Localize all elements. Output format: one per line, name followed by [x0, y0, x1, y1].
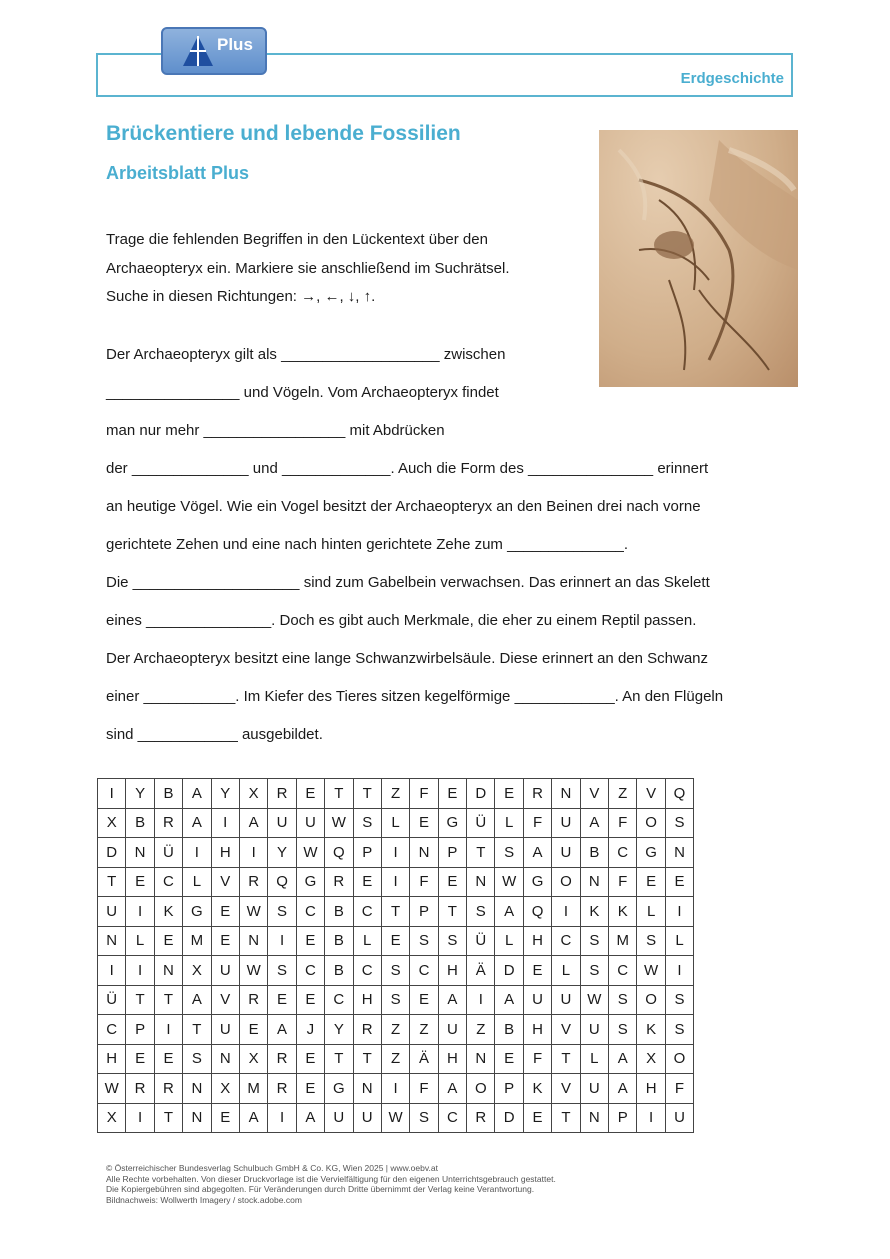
puzzle-cell[interactable]: E [211, 1103, 239, 1133]
puzzle-cell[interactable]: S [438, 926, 466, 956]
puzzle-cell[interactable]: R [154, 808, 182, 838]
puzzle-cell[interactable]: B [154, 779, 182, 809]
puzzle-cell[interactable]: O [467, 1074, 495, 1104]
puzzle-cell[interactable]: U [580, 1015, 608, 1045]
puzzle-cell[interactable]: A [183, 779, 211, 809]
puzzle-cell[interactable]: S [665, 808, 693, 838]
footer-line: Bildnachweis: Wollwerth Imagery / stock.adobe.com [106, 1194, 302, 1205]
puzzle-cell[interactable]: M [609, 926, 637, 956]
puzzle-cell[interactable]: E [296, 1074, 324, 1104]
puzzle-cell[interactable]: L [381, 808, 409, 838]
puzzle-cell[interactable]: E [296, 1044, 324, 1074]
puzzle-cell[interactable]: X [239, 1044, 267, 1074]
puzzle-cell[interactable]: X [239, 779, 267, 809]
puzzle-row [98, 867, 694, 897]
puzzle-cell[interactable]: A [495, 985, 523, 1015]
puzzle-cell[interactable]: S [353, 808, 381, 838]
puzzle-cell[interactable]: S [268, 956, 296, 986]
puzzle-cell[interactable]: L [580, 1044, 608, 1074]
puzzle-cell[interactable]: E [154, 1044, 182, 1074]
puzzle-cell[interactable]: N [410, 838, 438, 868]
puzzle-cell[interactable]: Ü [467, 926, 495, 956]
puzzle-cell[interactable]: U [552, 808, 580, 838]
puzzle-cell[interactable]: F [410, 779, 438, 809]
puzzle-cell[interactable]: U [523, 985, 551, 1015]
puzzle-cell[interactable]: E [211, 897, 239, 927]
puzzle-cell[interactable]: R [467, 1103, 495, 1133]
puzzle-cell[interactable]: U [552, 838, 580, 868]
puzzle-cell[interactable]: Ü [467, 808, 495, 838]
puzzle-cell[interactable]: E [410, 985, 438, 1015]
puzzle-cell[interactable]: E [438, 779, 466, 809]
puzzle-cell[interactable]: N [183, 1103, 211, 1133]
puzzle-cell[interactable]: T [438, 897, 466, 927]
puzzle-cell[interactable]: X [98, 1103, 126, 1133]
puzzle-cell[interactable]: S [183, 1044, 211, 1074]
puzzle-cell[interactable]: X [637, 1044, 665, 1074]
puzzle-cell[interactable]: S [495, 838, 523, 868]
puzzle-cell[interactable]: U [665, 1103, 693, 1133]
puzzle-cell[interactable]: I [665, 956, 693, 986]
puzzle-cell[interactable]: Q [523, 897, 551, 927]
puzzle-cell[interactable]: F [609, 867, 637, 897]
puzzle-cell[interactable]: N [353, 1074, 381, 1104]
puzzle-cell[interactable]: S [381, 985, 409, 1015]
puzzle-row [98, 926, 694, 956]
puzzle-cell[interactable]: T [467, 838, 495, 868]
puzzle-cell[interactable]: A [609, 1044, 637, 1074]
puzzle-cell[interactable]: E [126, 867, 154, 897]
puzzle-cell[interactable]: C [98, 1015, 126, 1045]
puzzle-cell[interactable]: L [183, 867, 211, 897]
puzzle-cell[interactable]: K [523, 1074, 551, 1104]
cloze-line: Die ____________________ sind zum Gabelbein verwachsen. Das erinnert an das Skelett [106, 574, 710, 591]
puzzle-cell[interactable]: A [183, 985, 211, 1015]
logo-label: Plus [217, 35, 253, 54]
puzzle-cell[interactable]: H [438, 956, 466, 986]
puzzle-cell[interactable]: U [325, 1103, 353, 1133]
puzzle-row [98, 897, 694, 927]
puzzle-cell[interactable]: Z [381, 1015, 409, 1045]
cloze-text [106, 336, 723, 754]
puzzle-cell[interactable]: T [353, 1044, 381, 1074]
puzzle-cell[interactable]: S [467, 897, 495, 927]
puzzle-cell[interactable]: W [637, 956, 665, 986]
puzzle-cell[interactable]: H [353, 985, 381, 1015]
puzzle-cell[interactable]: R [268, 1044, 296, 1074]
puzzle-cell[interactable]: Y [325, 1015, 353, 1045]
puzzle-cell[interactable]: I [98, 956, 126, 986]
puzzle-cell[interactable]: E [126, 1044, 154, 1074]
puzzle-cell[interactable]: P [438, 838, 466, 868]
instructions [106, 226, 510, 312]
puzzle-cell[interactable]: R [239, 985, 267, 1015]
puzzle-cell[interactable]: Ä [410, 1044, 438, 1074]
puzzle-cell[interactable]: E [637, 867, 665, 897]
instruction-line: Suche in diesen Richtungen: →, ←, ↓, ↑. [106, 288, 376, 305]
puzzle-cell[interactable]: G [296, 867, 324, 897]
puzzle-cell[interactable]: A [609, 1074, 637, 1104]
puzzle-cell[interactable]: L [353, 926, 381, 956]
puzzle-cell[interactable]: T [325, 779, 353, 809]
puzzle-cell[interactable]: W [239, 956, 267, 986]
puzzle-cell[interactable]: A [239, 808, 267, 838]
puzzle-cell[interactable]: N [580, 867, 608, 897]
triangle-logo-icon [181, 34, 215, 68]
puzzle-cell[interactable]: H [98, 1044, 126, 1074]
puzzle-cell[interactable]: I [381, 867, 409, 897]
puzzle-cell[interactable]: N [126, 838, 154, 868]
puzzle-cell[interactable]: I [467, 985, 495, 1015]
puzzle-row [98, 838, 694, 868]
puzzle-cell[interactable]: I [126, 1103, 154, 1133]
puzzle-cell[interactable]: P [495, 1074, 523, 1104]
instruction-line: Trage die fehlenden Begriffen in den Lückentext über den [106, 231, 488, 248]
puzzle-cell[interactable]: V [580, 779, 608, 809]
puzzle-cell[interactable]: V [211, 867, 239, 897]
puzzle-cell[interactable]: A [296, 1103, 324, 1133]
puzzle-cell[interactable]: Q [268, 867, 296, 897]
puzzle-cell[interactable]: I [154, 1015, 182, 1045]
cloze-line: Der Archaeopteryx gilt als ___________________ zwischen [106, 346, 506, 363]
puzzle-cell[interactable]: P [410, 897, 438, 927]
cloze-line: eines _______________. Doch es gibt auch Merkmale, die eher zu einem Reptil passen. [106, 612, 697, 629]
puzzle-cell[interactable]: U [353, 1103, 381, 1133]
puzzle-cell[interactable]: A [580, 808, 608, 838]
puzzle-cell[interactable]: S [268, 897, 296, 927]
puzzle-cell[interactable]: R [353, 1015, 381, 1045]
puzzle-cell[interactable]: E [665, 867, 693, 897]
puzzle-cell[interactable]: D [495, 1103, 523, 1133]
cloze-line: einer ___________. Im Kiefer des Tieres sitzen kegelförmige ____________. An den Flügeln [106, 688, 724, 705]
puzzle-cell[interactable]: E [381, 926, 409, 956]
puzzle-cell[interactable]: Y [211, 779, 239, 809]
puzzle-cell[interactable]: G [438, 808, 466, 838]
puzzle-cell[interactable]: W [325, 808, 353, 838]
puzzle-cell[interactable]: L [665, 926, 693, 956]
puzzle-cell[interactable]: K [154, 897, 182, 927]
puzzle-cell[interactable]: Z [381, 779, 409, 809]
puzzle-cell[interactable]: S [381, 956, 409, 986]
cloze-line: Der Archaeopteryx besitzt eine lange Schwanzwirbelsäule. Diese erinnert an den Schwanz [106, 650, 708, 667]
puzzle-cell[interactable]: I [665, 897, 693, 927]
puzzle-cell[interactable]: F [609, 808, 637, 838]
puzzle-cell[interactable]: U [552, 985, 580, 1015]
puzzle-cell[interactable]: Z [467, 1015, 495, 1045]
puzzle-cell[interactable]: K [609, 897, 637, 927]
puzzle-cell[interactable]: M [239, 1074, 267, 1104]
puzzle-cell[interactable]: C [296, 897, 324, 927]
puzzle-cell[interactable]: K [637, 1015, 665, 1045]
puzzle-cell[interactable]: E [296, 985, 324, 1015]
puzzle-cell[interactable]: N [467, 867, 495, 897]
puzzle-cell[interactable]: S [637, 926, 665, 956]
puzzle-cell[interactable]: V [637, 779, 665, 809]
puzzle-cell[interactable]: H [211, 838, 239, 868]
puzzle-cell[interactable]: V [552, 1015, 580, 1045]
puzzle-cell[interactable]: D [467, 779, 495, 809]
puzzle-cell[interactable]: I [381, 838, 409, 868]
footer [106, 1163, 556, 1205]
puzzle-cell[interactable]: U [580, 1074, 608, 1104]
puzzle-cell[interactable]: S [609, 985, 637, 1015]
puzzle-cell[interactable]: A [183, 808, 211, 838]
puzzle-cell[interactable]: E [495, 1044, 523, 1074]
puzzle-cell[interactable]: C [438, 1103, 466, 1133]
puzzle-cell[interactable]: I [268, 926, 296, 956]
puzzle-cell[interactable]: B [325, 956, 353, 986]
puzzle-cell[interactable]: I [183, 838, 211, 868]
footer-line: Alle Rechte vorbehalten. Von dieser Druckvorlage ist die Vervielfältigung für den eigenen Unterrichtsgebrauch gestattet. [106, 1173, 556, 1184]
puzzle-cell[interactable]: E [410, 808, 438, 838]
puzzle-cell[interactable]: E [211, 926, 239, 956]
puzzle-cell[interactable]: T [325, 1044, 353, 1074]
cloze-line: an heutige Vögel. Wie ein Vogel besitzt der Archaeopteryx an den Beinen drei nach vorne [106, 498, 701, 515]
puzzle-cell[interactable]: F [665, 1074, 693, 1104]
puzzle-cell[interactable]: Z [410, 1015, 438, 1045]
puzzle-cell[interactable]: K [580, 897, 608, 927]
puzzle-cell[interactable]: L [495, 926, 523, 956]
publisher-logo [161, 27, 267, 75]
puzzle-cell[interactable]: S [580, 956, 608, 986]
puzzle-cell[interactable]: A [268, 1015, 296, 1045]
puzzle-cell[interactable]: T [154, 985, 182, 1015]
puzzle-cell[interactable]: U [438, 1015, 466, 1045]
puzzle-cell[interactable]: W [239, 897, 267, 927]
puzzle-cell[interactable]: N [183, 1074, 211, 1104]
puzzle-cell[interactable]: T [381, 897, 409, 927]
puzzle-row [98, 808, 694, 838]
puzzle-cell[interactable]: T [552, 1103, 580, 1133]
puzzle-cell[interactable]: B [495, 1015, 523, 1045]
puzzle-cell[interactable]: R [126, 1074, 154, 1104]
puzzle-cell[interactable]: Y [268, 838, 296, 868]
puzzle-cell[interactable]: P [609, 1103, 637, 1133]
puzzle-cell[interactable]: R [154, 1074, 182, 1104]
puzzle-cell[interactable]: E [268, 985, 296, 1015]
puzzle-cell[interactable]: D [495, 956, 523, 986]
puzzle-cell[interactable]: C [410, 956, 438, 986]
puzzle-cell[interactable]: X [183, 956, 211, 986]
puzzle-cell[interactable]: S [609, 1015, 637, 1045]
puzzle-cell[interactable]: X [98, 808, 126, 838]
puzzle-cell[interactable]: C [154, 867, 182, 897]
puzzle-cell[interactable]: R [325, 867, 353, 897]
puzzle-cell[interactable]: Q [665, 779, 693, 809]
puzzle-row [98, 985, 694, 1015]
puzzle-cell[interactable]: T [353, 779, 381, 809]
puzzle-cell[interactable]: B [325, 926, 353, 956]
puzzle-cell[interactable]: Z [381, 1044, 409, 1074]
cloze-line: ________________ und Vögeln. Vom Archaeopteryx findet [106, 384, 499, 401]
puzzle-cell[interactable]: X [211, 1074, 239, 1104]
puzzle-cell[interactable]: T [98, 867, 126, 897]
puzzle-cell[interactable]: N [467, 1044, 495, 1074]
puzzle-row [98, 1015, 694, 1045]
puzzle-cell[interactable]: O [637, 808, 665, 838]
puzzle-cell[interactable]: H [637, 1074, 665, 1104]
puzzle-cell[interactable]: A [523, 838, 551, 868]
puzzle-cell[interactable]: G [183, 897, 211, 927]
puzzle-cell[interactable]: F [523, 1044, 551, 1074]
puzzle-row [98, 1044, 694, 1074]
puzzle-cell[interactable]: A [438, 1074, 466, 1104]
puzzle-cell[interactable]: N [665, 838, 693, 868]
puzzle-cell[interactable]: Z [609, 779, 637, 809]
puzzle-cell[interactable]: B [126, 808, 154, 838]
puzzle-cell[interactable]: I [98, 779, 126, 809]
puzzle-cell[interactable]: I [239, 838, 267, 868]
puzzle-cell[interactable]: G [523, 867, 551, 897]
puzzle-cell[interactable]: Ä [467, 956, 495, 986]
puzzle-row [98, 779, 694, 809]
word-search-grid [97, 778, 694, 1133]
puzzle-cell[interactable]: W [381, 1103, 409, 1133]
puzzle-cell[interactable]: H [438, 1044, 466, 1074]
puzzle-cell[interactable]: S [410, 1103, 438, 1133]
puzzle-cell[interactable]: Y [126, 779, 154, 809]
cloze-line: man nur mehr _________________ mit Abdrücken [106, 422, 445, 439]
puzzle-cell[interactable]: E [296, 926, 324, 956]
puzzle-cell[interactable]: B [325, 897, 353, 927]
puzzle-cell[interactable]: F [410, 1074, 438, 1104]
puzzle-cell[interactable]: E [523, 956, 551, 986]
puzzle-cell[interactable]: W [580, 985, 608, 1015]
puzzle-cell[interactable]: T [154, 1103, 182, 1133]
puzzle-cell[interactable]: R [239, 867, 267, 897]
puzzle-cell[interactable]: E [239, 1015, 267, 1045]
puzzle-cell[interactable]: L [126, 926, 154, 956]
puzzle-cell[interactable]: N [580, 1103, 608, 1133]
puzzle-cell[interactable]: W [98, 1074, 126, 1104]
puzzle-cell[interactable]: E [296, 779, 324, 809]
puzzle-cell[interactable]: O [637, 985, 665, 1015]
footer-line: Die Kopiergebühren sind abgegolten. Für Veränderungen durch Dritte übernimmt der Verlag keine Verantwortung. [106, 1184, 535, 1194]
instruction-line: Archaeopteryx ein. Markiere sie anschließend im Suchrätsel. [106, 259, 510, 277]
puzzle-cell[interactable]: Q [325, 838, 353, 868]
puzzle-cell[interactable]: T [126, 985, 154, 1015]
puzzle-cell[interactable]: C [353, 897, 381, 927]
puzzle-cell[interactable]: A [438, 985, 466, 1015]
puzzle-cell[interactable]: P [126, 1015, 154, 1045]
footer-line: © Österreichischer Bundesverlag Schulbuch GmbH & Co. KG, Wien 2025 | www.oebv.at [106, 1163, 438, 1173]
section-title: Erdgeschichte [680, 70, 784, 87]
puzzle-cell[interactable]: N [239, 926, 267, 956]
puzzle-cell[interactable]: R [268, 779, 296, 809]
puzzle-cell[interactable]: C [353, 956, 381, 986]
puzzle-cell[interactable]: W [495, 867, 523, 897]
puzzle-cell[interactable]: O [552, 867, 580, 897]
cloze-line: sind ____________ ausgebildet. [106, 726, 323, 743]
puzzle-cell[interactable]: D [98, 838, 126, 868]
puzzle-cell[interactable]: L [637, 897, 665, 927]
puzzle-cell[interactable]: Ü [98, 985, 126, 1015]
puzzle-cell[interactable]: Ü [154, 838, 182, 868]
cloze-line: der ______________ und _____________. Auch die Form des _______________ erinnert [106, 460, 709, 477]
puzzle-cell[interactable]: C [609, 838, 637, 868]
page-subtitle: Arbeitsblatt Plus [106, 163, 250, 183]
cloze-line: gerichtete Zehen und eine nach hinten gerichtete Zehe zum ______________. [106, 536, 629, 553]
puzzle-cell[interactable]: S [665, 1015, 693, 1045]
puzzle-cell[interactable]: U [211, 956, 239, 986]
puzzle-cell[interactable]: A [495, 897, 523, 927]
puzzle-cell[interactable]: C [609, 956, 637, 986]
puzzle-cell[interactable]: H [523, 926, 551, 956]
puzzle-cell[interactable]: I [211, 808, 239, 838]
puzzle-cell[interactable]: M [183, 926, 211, 956]
puzzle-cell[interactable]: S [665, 985, 693, 1015]
puzzle-cell[interactable]: V [211, 985, 239, 1015]
puzzle-cell[interactable]: L [552, 956, 580, 986]
puzzle-cell[interactable]: V [552, 1074, 580, 1104]
puzzle-row [98, 956, 694, 986]
puzzle-cell[interactable]: N [211, 1044, 239, 1074]
puzzle-cell[interactable]: C [325, 985, 353, 1015]
puzzle-cell[interactable]: S [580, 926, 608, 956]
puzzle-cell[interactable]: U [211, 1015, 239, 1045]
puzzle-cell[interactable]: R [523, 779, 551, 809]
puzzle-cell[interactable]: B [580, 838, 608, 868]
page-title: Brückentiere und lebende Fossilien [106, 122, 461, 145]
puzzle-cell[interactable]: E [154, 926, 182, 956]
puzzle-cell[interactable]: I [552, 897, 580, 927]
puzzle-cell[interactable]: C [552, 926, 580, 956]
puzzle-cell[interactable]: I [268, 1103, 296, 1133]
puzzle-cell[interactable]: U [98, 897, 126, 927]
puzzle-cell[interactable]: I [126, 956, 154, 986]
puzzle-cell[interactable]: E [523, 1103, 551, 1133]
puzzle-cell[interactable]: I [126, 897, 154, 927]
puzzle-cell[interactable]: J [296, 1015, 324, 1045]
puzzle-cell[interactable]: C [296, 956, 324, 986]
puzzle-cell[interactable]: G [637, 838, 665, 868]
puzzle-cell[interactable]: N [98, 926, 126, 956]
puzzle-cell[interactable]: N [552, 779, 580, 809]
puzzle-cell[interactable]: G [325, 1074, 353, 1104]
puzzle-cell[interactable]: F [523, 808, 551, 838]
puzzle-cell[interactable]: F [410, 867, 438, 897]
puzzle-cell[interactable]: R [268, 1074, 296, 1104]
puzzle-cell[interactable]: S [410, 926, 438, 956]
puzzle-row [98, 1103, 694, 1133]
puzzle-row [98, 1074, 694, 1104]
puzzle-cell[interactable]: U [268, 808, 296, 838]
puzzle-cell[interactable]: O [665, 1044, 693, 1074]
puzzle-cell[interactable]: E [353, 867, 381, 897]
puzzle-cell[interactable]: W [296, 838, 324, 868]
puzzle-cell[interactable]: T [183, 1015, 211, 1045]
puzzle-cell[interactable]: U [296, 808, 324, 838]
puzzle-cell[interactable]: N [154, 956, 182, 986]
puzzle-cell[interactable]: A [239, 1103, 267, 1133]
puzzle-cell[interactable]: H [523, 1015, 551, 1045]
puzzle-cell[interactable]: P [353, 838, 381, 868]
puzzle-cell[interactable]: E [438, 867, 466, 897]
puzzle-cell[interactable]: E [495, 779, 523, 809]
puzzle-cell[interactable]: I [381, 1074, 409, 1104]
puzzle-cell[interactable]: I [637, 1103, 665, 1133]
puzzle-cell[interactable]: T [552, 1044, 580, 1074]
puzzle-cell[interactable]: L [495, 808, 523, 838]
